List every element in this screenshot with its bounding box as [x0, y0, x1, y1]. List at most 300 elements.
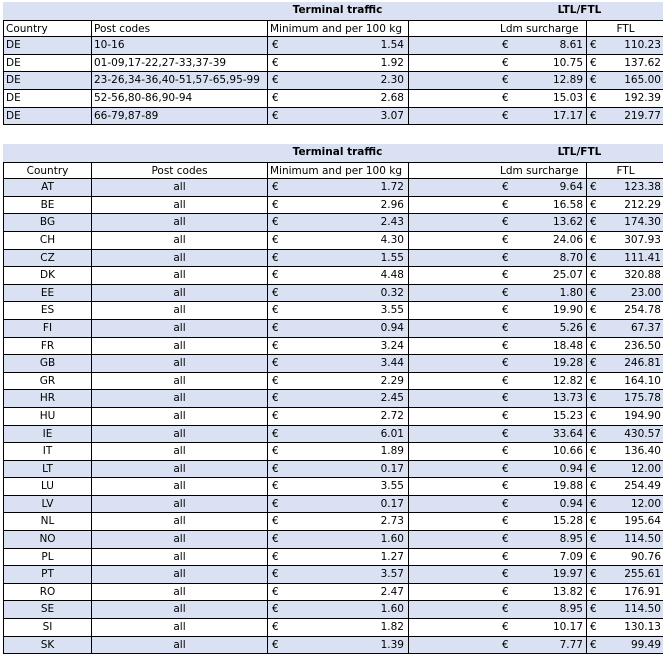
country-cell[interactable]: SE	[4, 601, 92, 618]
country-cell[interactable]: AT	[4, 179, 92, 196]
ldm-value-cell[interactable]: 24.06	[527, 232, 587, 249]
ftl-value-cell[interactable]: 212.29	[624, 198, 661, 211]
spacer-cell	[409, 37, 497, 54]
table-row	[3, 197, 663, 215]
minimum-value-cell[interactable]: 1.54	[298, 37, 409, 54]
table-row	[3, 637, 663, 655]
post-codes-cell[interactable]: all	[92, 355, 268, 372]
post-codes-cell[interactable]: all	[92, 250, 268, 267]
ftl-value-cell[interactable]: 136.40	[624, 445, 661, 458]
country-cell[interactable]: SI	[4, 619, 92, 636]
currency-symbol: €	[590, 533, 597, 546]
currency-symbol: €	[272, 181, 279, 194]
currency-symbol: €	[272, 74, 279, 87]
post-codes-cell[interactable]: all	[92, 619, 268, 636]
minimum-value-cell[interactable]: 0.94	[298, 320, 409, 337]
currency-symbol: €	[502, 39, 509, 52]
currency-symbol: €	[502, 480, 509, 493]
minimum-value-cell[interactable]: 2.72	[298, 408, 409, 425]
minimum-value-cell[interactable]: 4.48	[298, 267, 409, 284]
ldm-value-cell[interactable]: 13.73	[527, 390, 587, 407]
minimum-value-cell[interactable]: 1.92	[298, 55, 409, 72]
ftl-value-cell[interactable]: 99.49	[630, 638, 661, 651]
post-codes-header: Post codes	[92, 21, 268, 37]
minimum-value-cell[interactable]: 1.55	[298, 250, 409, 267]
country-cell[interactable]: LV	[4, 496, 92, 513]
currency-symbol: €	[272, 109, 279, 122]
currency-symbol: €	[272, 339, 279, 352]
minimum-value-cell[interactable]: 2.43	[298, 214, 409, 231]
currency-symbol: €	[502, 550, 509, 563]
ldm-value-cell[interactable]: 8.70	[527, 250, 587, 267]
minimum-value-cell[interactable]: 2.73	[298, 513, 409, 530]
spacer-cell	[409, 72, 497, 89]
currency-symbol: €	[590, 568, 597, 581]
table-row	[3, 232, 663, 250]
currency-symbol: €	[272, 216, 279, 229]
table-row	[3, 108, 663, 126]
ldm-value-cell[interactable]: 10.66	[527, 443, 587, 460]
country-cell[interactable]: NO	[4, 531, 92, 548]
spacer-cell	[409, 355, 497, 372]
spacer-cell	[409, 214, 497, 231]
international-rate-table	[3, 144, 663, 654]
currency-symbol: €	[590, 603, 597, 616]
ftl-value-cell[interactable]: 137.62	[624, 56, 661, 69]
ftl-value-cell[interactable]: 195.64	[624, 515, 661, 528]
post-codes-cell[interactable]: 52-56,80-86,90-94	[92, 90, 268, 107]
currency-symbol: €	[502, 568, 509, 581]
spacer-cell	[409, 390, 497, 407]
ldm-value-cell[interactable]: 13.82	[527, 584, 587, 601]
country-cell[interactable]: LT	[4, 461, 92, 478]
ftl-value-cell[interactable]: 192.39	[624, 91, 661, 104]
column-header-row	[3, 20, 663, 38]
ldm-value-cell[interactable]: 9.64	[527, 179, 587, 196]
currency-symbol: €	[502, 304, 509, 317]
spacer-cell	[409, 302, 497, 319]
currency-symbol: €	[590, 374, 597, 387]
ftl-value-cell[interactable]: 176.91	[624, 585, 661, 598]
minimum-value-cell[interactable]: 3.44	[298, 355, 409, 372]
post-codes-cell[interactable]: all	[92, 320, 268, 337]
currency-symbol: €	[590, 427, 597, 440]
currency-symbol: €	[272, 286, 279, 299]
currency-symbol: €	[590, 638, 597, 651]
ldm-value-cell[interactable]: 8.95	[527, 531, 587, 548]
post-codes-cell[interactable]: all	[92, 531, 268, 548]
ftl-value-cell[interactable]: 236.50	[624, 339, 661, 352]
post-codes-cell[interactable]: all	[92, 566, 268, 583]
ldm-value-cell[interactable]: 15.23	[527, 408, 587, 425]
country-cell[interactable]: SK	[4, 637, 92, 654]
table-row	[3, 285, 663, 303]
currency-symbol: €	[502, 91, 509, 104]
table-title-row	[3, 144, 663, 162]
table-row	[3, 267, 663, 285]
post-codes-cell[interactable]: all	[92, 584, 268, 601]
ldm-value-cell[interactable]: 12.82	[527, 373, 587, 390]
currency-symbol: €	[590, 585, 597, 598]
table-row	[3, 426, 663, 444]
minimum-value-cell[interactable]: 3.55	[298, 302, 409, 319]
spacer-cell	[409, 179, 497, 196]
spacer-cell	[409, 637, 497, 654]
table-row	[3, 355, 663, 373]
post-codes-cell[interactable]: all	[92, 426, 268, 443]
ftl-header: FTL	[616, 22, 635, 35]
post-codes-cell[interactable]: all	[92, 408, 268, 425]
country-cell[interactable]: BE	[4, 197, 92, 214]
table-row	[3, 179, 663, 197]
minimum-value-cell[interactable]: 1.27	[298, 549, 409, 566]
currency-symbol: €	[590, 321, 597, 334]
currency-symbol: €	[502, 286, 509, 299]
ldm-value-cell[interactable]: 5.26	[527, 320, 587, 337]
currency-symbol: €	[502, 515, 509, 528]
spacer-cell	[409, 90, 497, 107]
minimum-value-cell[interactable]: 6.01	[298, 426, 409, 443]
currency-symbol: €	[502, 74, 509, 87]
post-codes-cell[interactable]: all	[92, 285, 268, 302]
ftl-value-cell[interactable]: 165.00	[624, 74, 661, 87]
country-cell[interactable]: DE	[4, 72, 92, 89]
minimum-value-cell[interactable]: 1.72	[298, 179, 409, 196]
post-codes-cell[interactable]: 66-79,87-89	[92, 108, 268, 125]
minimum-value-cell[interactable]: 2.30	[298, 72, 409, 89]
currency-symbol: €	[502, 56, 509, 69]
currency-symbol: €	[502, 321, 509, 334]
currency-symbol: €	[590, 216, 597, 229]
spacer-cell	[409, 531, 497, 548]
minimum-value-cell[interactable]: 1.60	[298, 601, 409, 618]
table-row	[3, 601, 663, 619]
currency-symbol: €	[272, 409, 279, 422]
currency-symbol: €	[502, 216, 509, 229]
minimum-value-cell[interactable]: 1.60	[298, 531, 409, 548]
currency-symbol: €	[590, 339, 597, 352]
country-cell[interactable]: CZ	[4, 250, 92, 267]
table-row	[3, 478, 663, 496]
currency-symbol: €	[590, 621, 597, 634]
table-row	[3, 72, 663, 90]
currency-symbol: €	[502, 533, 509, 546]
ftl-value-cell[interactable]: 130.13	[624, 621, 661, 634]
currency-symbol: €	[590, 286, 597, 299]
ldm-value-cell[interactable]: 7.09	[527, 549, 587, 566]
table-row	[3, 531, 663, 549]
currency-symbol: €	[502, 251, 509, 264]
currency-symbol: €	[272, 357, 279, 370]
currency-symbol: €	[502, 339, 509, 352]
post-codes-cell[interactable]: all	[92, 390, 268, 407]
currency-symbol: €	[272, 603, 279, 616]
table-row	[3, 584, 663, 602]
currency-symbol: €	[272, 427, 279, 440]
post-codes-cell[interactable]: 23-26,34-36,40-51,57-65,95-99	[92, 72, 268, 89]
ldm-value-cell[interactable]: 15.28	[527, 513, 587, 530]
minimum-value-cell[interactable]: 0.32	[298, 285, 409, 302]
ldm-value-cell[interactable]: 19.97	[527, 566, 587, 583]
ldm-value-cell[interactable]: 19.28	[527, 355, 587, 372]
country-cell[interactable]: BG	[4, 214, 92, 231]
spacer-cell	[409, 513, 497, 530]
ldm-value-cell[interactable]: 25.07	[527, 267, 587, 284]
minimum-value-cell[interactable]: 0.17	[298, 496, 409, 513]
ldm-surcharge-header: Ldm surcharge	[497, 21, 587, 37]
currency-symbol: €	[502, 392, 509, 405]
country-cell[interactable]: DE	[4, 55, 92, 72]
table-row	[3, 250, 663, 268]
ftl-value-cell[interactable]: 123.38	[624, 181, 661, 194]
ldm-value-cell[interactable]: 19.90	[527, 302, 587, 319]
minimum-value-cell[interactable]: 2.96	[298, 197, 409, 214]
table-row	[3, 461, 663, 479]
country-cell[interactable]: DE	[4, 37, 92, 54]
ftl-value-cell[interactable]: 320.88	[624, 269, 661, 282]
ldm-surcharge-header: Ldm surcharge	[497, 163, 587, 179]
currency-symbol: €	[502, 198, 509, 211]
ftl-value-cell[interactable]: 246.81	[624, 357, 661, 370]
minimum-value-cell[interactable]: 4.30	[298, 232, 409, 249]
country-cell[interactable]: FR	[4, 338, 92, 355]
ldm-value-cell[interactable]: 16.58	[527, 197, 587, 214]
ftl-value-cell[interactable]: 12.00	[630, 462, 661, 475]
domestic-rate-table	[3, 2, 663, 125]
ftl-value-cell[interactable]: 114.50	[624, 533, 661, 546]
ldm-value-cell[interactable]: 0.94	[527, 461, 587, 478]
country-cell[interactable]: NL	[4, 513, 92, 530]
minimum-value-cell[interactable]: 1.82	[298, 619, 409, 636]
table-row	[3, 566, 663, 584]
spacer-cell	[409, 285, 497, 302]
currency-symbol: €	[590, 91, 597, 104]
ldm-value-cell[interactable]: 15.03	[527, 90, 587, 107]
table-row	[3, 549, 663, 567]
ftl-value-cell[interactable]: 174.30	[624, 216, 661, 229]
minimum-value-cell[interactable]: 3.55	[298, 478, 409, 495]
table-row	[3, 408, 663, 426]
currency-symbol: €	[272, 91, 279, 104]
ftl-value-cell[interactable]: 110.23	[624, 39, 661, 52]
ftl-value-cell[interactable]: 90.76	[630, 550, 661, 563]
ftl-value-cell[interactable]: 254.78	[624, 304, 661, 317]
currency-symbol: €	[590, 304, 597, 317]
minimum-value-cell[interactable]: 2.47	[298, 584, 409, 601]
post-codes-header: Post codes	[92, 163, 268, 179]
post-codes-cell[interactable]: all	[92, 549, 268, 566]
post-codes-cell[interactable]: all	[92, 478, 268, 495]
country-cell[interactable]: LU	[4, 478, 92, 495]
ldm-value-cell[interactable]: 17.17	[527, 108, 587, 125]
currency-symbol: €	[590, 392, 597, 405]
country-cell[interactable]: HU	[4, 408, 92, 425]
ftl-value-cell[interactable]: 307.93	[624, 233, 661, 246]
post-codes-cell[interactable]: 10-16	[92, 37, 268, 54]
post-codes-cell[interactable]: all	[92, 513, 268, 530]
ftl-value-cell[interactable]: 255.61	[624, 568, 661, 581]
currency-symbol: €	[272, 374, 279, 387]
table-row	[3, 443, 663, 461]
currency-symbol: €	[590, 233, 597, 246]
spacer-cell	[409, 443, 497, 460]
post-codes-cell[interactable]: 01-09,17-22,27-33,37-39	[92, 55, 268, 72]
currency-symbol: €	[272, 251, 279, 264]
minimum-value-cell[interactable]: 3.57	[298, 566, 409, 583]
ftl-value-cell[interactable]: 219.77	[624, 109, 661, 122]
country-cell[interactable]: RO	[4, 584, 92, 601]
post-codes-cell[interactable]: all	[92, 179, 268, 196]
ftl-value-cell[interactable]: 164.10	[624, 374, 661, 387]
currency-symbol: €	[272, 392, 279, 405]
table-row	[3, 302, 663, 320]
country-cell[interactable]: FI	[4, 320, 92, 337]
ldm-value-cell[interactable]: 1.80	[527, 285, 587, 302]
ldm-value-cell[interactable]: 10.17	[527, 619, 587, 636]
currency-symbol: €	[590, 39, 597, 52]
currency-symbol: €	[590, 357, 597, 370]
spacer-cell	[409, 267, 497, 284]
currency-symbol: €	[502, 445, 509, 458]
currency-symbol: €	[272, 550, 279, 563]
country-cell[interactable]: ES	[4, 302, 92, 319]
post-codes-cell[interactable]: all	[92, 461, 268, 478]
currency-symbol: €	[590, 409, 597, 422]
ftl-value-cell[interactable]: 430.57	[624, 427, 661, 440]
table-row	[3, 390, 663, 408]
country-cell[interactable]: GR	[4, 373, 92, 390]
country-cell[interactable]: DK	[4, 267, 92, 284]
currency-symbol: €	[502, 427, 509, 440]
ldm-value-cell[interactable]: 8.95	[527, 601, 587, 618]
minimum-value-cell[interactable]: 1.39	[298, 637, 409, 654]
currency-symbol: €	[590, 550, 597, 563]
post-codes-cell[interactable]: all	[92, 637, 268, 654]
currency-symbol: €	[272, 480, 279, 493]
ldm-value-cell[interactable]: 13.62	[527, 214, 587, 231]
country-cell[interactable]: PT	[4, 566, 92, 583]
country-cell[interactable]: HR	[4, 390, 92, 407]
ldm-value-cell[interactable]: 8.61	[527, 37, 587, 54]
country-cell[interactable]: EE	[4, 285, 92, 302]
table-row	[3, 90, 663, 108]
minimum-value-cell[interactable]: 3.24	[298, 338, 409, 355]
currency-symbol: €	[502, 585, 509, 598]
post-codes-cell[interactable]: all	[92, 214, 268, 231]
currency-symbol: €	[590, 515, 597, 528]
minimum-value-cell[interactable]: 1.89	[298, 443, 409, 460]
minimum-value-cell[interactable]: 0.17	[298, 461, 409, 478]
spacer-cell	[409, 232, 497, 249]
ftl-value-cell[interactable]: 114.50	[624, 603, 661, 616]
currency-symbol: €	[502, 109, 509, 122]
currency-symbol: €	[272, 515, 279, 528]
ftl-value-cell[interactable]: 23.00	[630, 286, 661, 299]
currency-symbol: €	[272, 304, 279, 317]
post-codes-cell[interactable]: all	[92, 338, 268, 355]
currency-symbol: €	[590, 109, 597, 122]
post-codes-cell[interactable]: all	[92, 197, 268, 214]
country-cell[interactable]: IT	[4, 443, 92, 460]
country-header: Country	[4, 21, 92, 37]
spacer-cell	[409, 163, 497, 179]
post-codes-cell[interactable]: all	[92, 302, 268, 319]
spacer-cell	[409, 338, 497, 355]
currency-symbol: €	[272, 269, 279, 282]
currency-symbol: €	[272, 445, 279, 458]
ftl-value-cell[interactable]: 194.90	[624, 409, 661, 422]
ldm-value-cell[interactable]: 0.94	[527, 496, 587, 513]
currency-symbol: €	[272, 39, 279, 52]
country-cell[interactable]: DE	[4, 108, 92, 125]
table-row	[3, 37, 663, 55]
ftl-value-cell[interactable]: 254.49	[624, 480, 661, 493]
post-codes-cell[interactable]: all	[92, 443, 268, 460]
table-row	[3, 373, 663, 391]
currency-symbol: €	[502, 638, 509, 651]
column-header-row	[3, 162, 663, 180]
country-cell[interactable]: PL	[4, 549, 92, 566]
ftl-value-cell[interactable]: 12.00	[630, 497, 661, 510]
post-codes-cell[interactable]: all	[92, 373, 268, 390]
currency-symbol: €	[502, 497, 509, 510]
table-row	[3, 513, 663, 531]
ldm-value-cell[interactable]: 12.89	[527, 72, 587, 89]
ldm-value-cell[interactable]: 33.64	[527, 426, 587, 443]
country-cell[interactable]: IE	[4, 426, 92, 443]
spacer-cell	[409, 619, 497, 636]
spacer-cell	[409, 320, 497, 337]
currency-symbol: €	[272, 56, 279, 69]
post-codes-cell[interactable]: all	[92, 267, 268, 284]
currency-symbol: €	[272, 621, 279, 634]
minimum-value-cell[interactable]: 2.29	[298, 373, 409, 390]
post-codes-cell[interactable]: all	[92, 496, 268, 513]
spacer-cell	[409, 55, 497, 72]
table-title-row	[3, 2, 663, 20]
minimum-value-cell[interactable]: 2.45	[298, 390, 409, 407]
spacer-cell	[409, 21, 497, 37]
ldm-value-cell[interactable]: 18.48	[527, 338, 587, 355]
currency-symbol: €	[590, 497, 597, 510]
spacer-cell	[409, 549, 497, 566]
post-codes-cell[interactable]: all	[92, 232, 268, 249]
currency-symbol: €	[502, 621, 509, 634]
spacer-cell	[409, 250, 497, 267]
minimum-header: Minimum and per 100 kg	[268, 163, 409, 179]
terminal-traffic-heading: Terminal traffic	[292, 4, 383, 16]
country-cell[interactable]: DE	[4, 90, 92, 107]
currency-symbol: €	[272, 638, 279, 651]
ftl-value-cell[interactable]: 111.41	[624, 251, 661, 264]
ldm-value-cell[interactable]: 10.75	[527, 55, 587, 72]
ldm-value-cell[interactable]: 7.77	[527, 637, 587, 654]
minimum-value-cell[interactable]: 2.68	[298, 90, 409, 107]
currency-symbol: €	[502, 409, 509, 422]
ftl-value-cell[interactable]: 67.37	[630, 321, 661, 334]
ldm-value-cell[interactable]: 19.88	[527, 478, 587, 495]
ftl-value-cell[interactable]: 175.78	[624, 392, 661, 405]
country-cell[interactable]: CH	[4, 232, 92, 249]
currency-symbol: €	[272, 568, 279, 581]
table-row	[3, 338, 663, 356]
country-cell[interactable]: GB	[4, 355, 92, 372]
post-codes-cell[interactable]: all	[92, 601, 268, 618]
spacer-cell	[409, 566, 497, 583]
minimum-value-cell[interactable]: 3.07	[298, 108, 409, 125]
terminal-traffic-heading: Terminal traffic	[292, 146, 383, 158]
currency-symbol: €	[590, 480, 597, 493]
